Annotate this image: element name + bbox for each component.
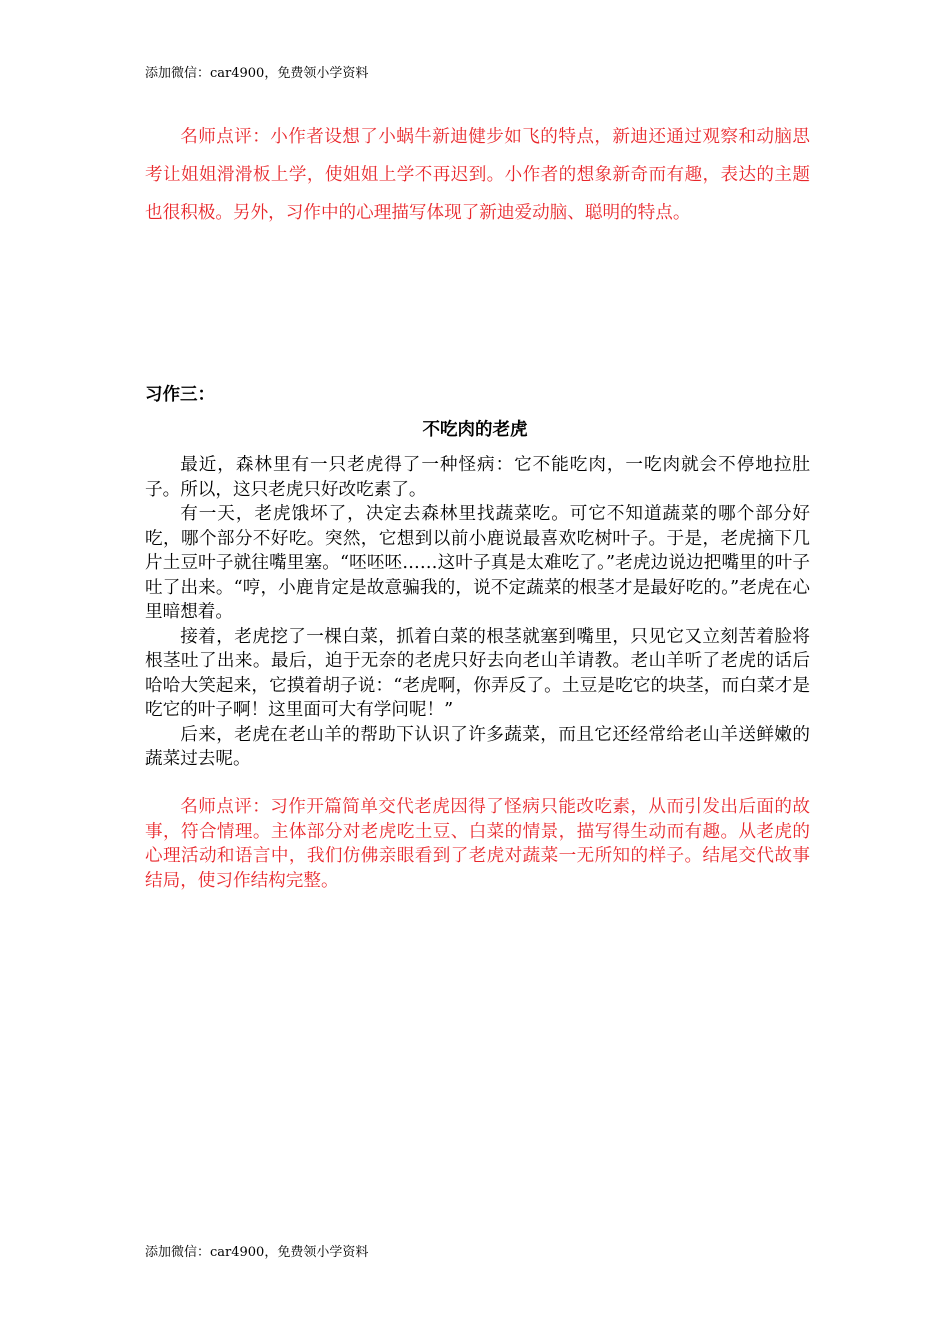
essay-paragraph: 接着，老虎挖了一棵白菜，抓着白菜的根茎就塞到嘴里，只见它又立刻苦着脸将根茎吐了出来。最后，迫于无奈的老虎只好去向老山羊请教。老山羊听了老虎的话后哈哈大笑起来，它摸着胡子说：“老虎啊，你弄反了。土豆是吃它的块茎，而白菜才是吃它的叶子啊！这里面可大有学问呢！” [145, 626, 810, 720]
essay-label: 习作三： [145, 385, 215, 405]
header-note: 添加微信：car4900，免费领小学资料 [145, 66, 369, 81]
teacher-comment-1: 名师点评：小作者设想了小蜗牛新迪健步如飞的特点，新迪还通过观察和动脑思考让姐姐滑滑板上学，使姐姐上学不再迟到。小作者的想象新奇而有趣，表达的主题也很积极。另外，习作中的心理描写体现了新迪爱动脑、聪明的特点。 [145, 127, 810, 223]
footer-note: 添加微信：car4900，免费领小学资料 [145, 1245, 369, 1260]
teacher-comment-2: 名师点评：习作开篇简单交代老虎因得了怪病只能改吃素，从而引发出后面的故事，符合情理。主体部分对老虎吃土豆、白菜的情景，描写得生动而有趣。从老虎的心理活动和语言中，我们仿佛亲眼看到了老虎对蔬菜一无所知的样子。结尾交代故事结局，使习作结构完整。 [145, 797, 810, 891]
essay-body [145, 453, 810, 772]
essay-paragraph: 最近，森林里有一只老虎得了一种怪病：它不能吃肉，一吃肉就会不停地拉肚子。所以，这只老虎只好改吃素了。 [145, 455, 810, 500]
essay-paragraph: 后来，老虎在老山羊的帮助下认识了许多蔬菜，而且它还经常给老山羊送鲜嫩的蔬菜过去呢。 [145, 724, 810, 769]
essay-paragraph: 有一天，老虎饿坏了，决定去森林里找蔬菜吃。可它不知道蔬菜的哪个部分好吃，哪个部分不好吃。突然，它想到以前小鹿说最喜欢吃树叶子。于是，老虎摘下几片土豆叶子就往嘴里塞。“呸呸呸……这叶子真是太难吃了。”老虎边说边把嘴里的叶子吐了出来。“哼，小鹿肯定是故意骗我的，说不定蔬菜的根茎才是最好吃的。”老虎在心里暗想着。 [145, 504, 810, 622]
essay-title: 不吃肉的老虎 [422, 420, 528, 440]
